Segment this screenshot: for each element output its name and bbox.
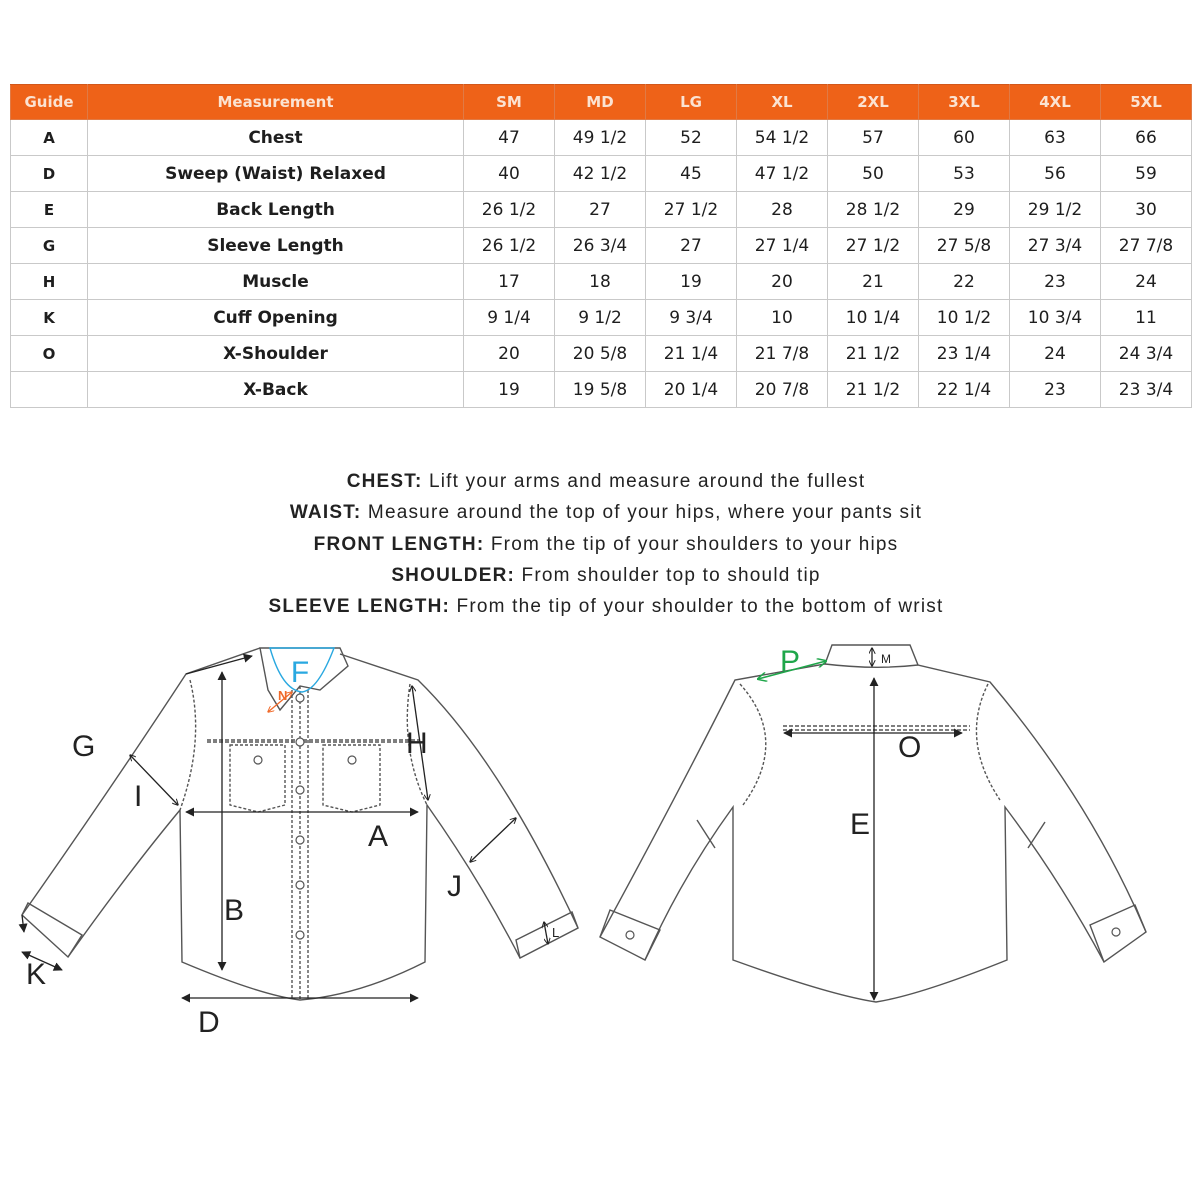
header-size-xl: XL bbox=[737, 85, 828, 120]
size-value-cell: 27 7/8 bbox=[1101, 228, 1192, 264]
shirt-measurement-diagram bbox=[0, 630, 1200, 1050]
guide-letter: H bbox=[11, 264, 88, 300]
size-value-cell: 54 1/2 bbox=[737, 120, 828, 156]
instruction-sleeve-length: SLEEVE LENGTH: From the tip of your shoulder to the bottom of wrist bbox=[268, 596, 944, 618]
table-row bbox=[11, 264, 1192, 300]
instruction-front-length: FRONT LENGTH: From the tip of your shoulders to your hips bbox=[313, 533, 899, 555]
size-value-cell: 28 bbox=[737, 192, 828, 228]
size-value-cell: 60 bbox=[919, 120, 1010, 156]
label-b: B bbox=[224, 894, 245, 927]
label-l: L bbox=[552, 925, 560, 940]
size-value-cell: 47 bbox=[464, 120, 555, 156]
size-value-cell: 20 bbox=[737, 264, 828, 300]
size-value-cell: 24 3/4 bbox=[1101, 336, 1192, 372]
table-row bbox=[11, 372, 1192, 408]
measurement-name: Back Length bbox=[88, 192, 464, 228]
guide-letter: K bbox=[11, 300, 88, 336]
table-row bbox=[11, 336, 1192, 372]
guide-letter: A bbox=[11, 120, 88, 156]
size-value-cell: 23 3/4 bbox=[1101, 372, 1192, 408]
size-value-cell: 27 bbox=[646, 228, 737, 264]
label-d: D bbox=[198, 1006, 220, 1039]
table-row bbox=[11, 192, 1192, 228]
label-p: P bbox=[780, 645, 801, 678]
header-size-5xl: 5XL bbox=[1101, 85, 1192, 120]
measurement-name: Sweep (Waist) Relaxed bbox=[88, 156, 464, 192]
label-a: A bbox=[368, 820, 389, 853]
label-j: J bbox=[447, 870, 462, 903]
table-row bbox=[11, 300, 1192, 336]
size-value-cell: 19 bbox=[646, 264, 737, 300]
label-g: G bbox=[72, 730, 96, 763]
size-value-cell: 21 7/8 bbox=[737, 336, 828, 372]
size-value-cell: 9 1/2 bbox=[555, 300, 646, 336]
size-value-cell: 26 1/2 bbox=[464, 228, 555, 264]
back-measurement-arrows bbox=[784, 648, 962, 1000]
label-o: O bbox=[898, 731, 922, 764]
measurement-name: Sleeve Length bbox=[88, 228, 464, 264]
size-value-cell: 9 3/4 bbox=[646, 300, 737, 336]
size-value-cell: 10 1/4 bbox=[828, 300, 919, 336]
size-value-cell: 49 1/2 bbox=[555, 120, 646, 156]
instruction-waist: WAIST: Measure around the top of your hips, where your pants sit bbox=[289, 502, 923, 524]
size-value-cell: 24 bbox=[1101, 264, 1192, 300]
size-value-cell: 20 7/8 bbox=[737, 372, 828, 408]
size-value-cell: 10 3/4 bbox=[1010, 300, 1101, 336]
table-row bbox=[11, 120, 1192, 156]
measurement-name: X-Back bbox=[88, 372, 464, 408]
size-value-cell: 11 bbox=[1101, 300, 1192, 336]
table-row bbox=[11, 156, 1192, 192]
front-shirt-buttons bbox=[254, 694, 356, 939]
size-value-cell: 53 bbox=[919, 156, 1010, 192]
size-value-cell: 23 bbox=[1010, 264, 1101, 300]
measurement-name: Chest bbox=[88, 120, 464, 156]
front-measurement-arrows bbox=[22, 656, 548, 998]
header-size-3xl: 3XL bbox=[919, 85, 1010, 120]
size-value-cell: 52 bbox=[646, 120, 737, 156]
size-value-cell: 42 1/2 bbox=[555, 156, 646, 192]
size-value-cell: 20 bbox=[464, 336, 555, 372]
label-k: K bbox=[26, 958, 47, 991]
size-value-cell: 63 bbox=[1010, 120, 1101, 156]
size-value-cell: 17 bbox=[464, 264, 555, 300]
size-value-cell: 47 1/2 bbox=[737, 156, 828, 192]
header-guide: Guide bbox=[11, 85, 88, 120]
header-size-lg: LG bbox=[646, 85, 737, 120]
size-value-cell: 26 1/2 bbox=[464, 192, 555, 228]
guide-letter bbox=[11, 372, 88, 408]
size-value-cell: 50 bbox=[828, 156, 919, 192]
size-value-cell: 27 5/8 bbox=[919, 228, 1010, 264]
table-header-row bbox=[11, 85, 1192, 120]
size-value-cell: 21 1/4 bbox=[646, 336, 737, 372]
size-value-cell: 57 bbox=[828, 120, 919, 156]
header-measurement: Measurement bbox=[88, 85, 464, 120]
size-value-cell: 27 1/2 bbox=[646, 192, 737, 228]
size-value-cell: 27 bbox=[555, 192, 646, 228]
size-value-cell: 9 1/4 bbox=[464, 300, 555, 336]
measurement-name: X-Shoulder bbox=[88, 336, 464, 372]
guide-letter: D bbox=[11, 156, 88, 192]
size-value-cell: 45 bbox=[646, 156, 737, 192]
header-size-sm: SM bbox=[464, 85, 555, 120]
header-size-md: MD bbox=[555, 85, 646, 120]
label-n: N bbox=[278, 688, 288, 703]
size-chart-table bbox=[10, 84, 1192, 408]
guide-letter: E bbox=[11, 192, 88, 228]
size-value-cell: 22 1/4 bbox=[919, 372, 1010, 408]
size-value-cell: 59 bbox=[1101, 156, 1192, 192]
label-i: I bbox=[134, 780, 143, 813]
size-value-cell: 10 bbox=[737, 300, 828, 336]
size-value-cell: 24 bbox=[1010, 336, 1101, 372]
size-value-cell: 29 1/2 bbox=[1010, 192, 1101, 228]
size-value-cell: 27 3/4 bbox=[1010, 228, 1101, 264]
size-value-cell: 40 bbox=[464, 156, 555, 192]
size-value-cell: 26 3/4 bbox=[555, 228, 646, 264]
measuring-instructions bbox=[0, 466, 1200, 622]
size-value-cell: 28 1/2 bbox=[828, 192, 919, 228]
size-value-cell: 20 1/4 bbox=[646, 372, 737, 408]
size-value-cell: 19 bbox=[464, 372, 555, 408]
label-e: E bbox=[850, 808, 871, 841]
size-value-cell: 21 bbox=[828, 264, 919, 300]
size-value-cell: 20 5/8 bbox=[555, 336, 646, 372]
size-value-cell: 18 bbox=[555, 264, 646, 300]
header-size-4xl: 4XL bbox=[1010, 85, 1101, 120]
measurement-name: Cuff Opening bbox=[88, 300, 464, 336]
measurement-name: Muscle bbox=[88, 264, 464, 300]
size-value-cell: 21 1/2 bbox=[828, 372, 919, 408]
size-value-cell: 30 bbox=[1101, 192, 1192, 228]
size-value-cell: 22 bbox=[919, 264, 1010, 300]
back-shirt-outline bbox=[600, 645, 1146, 1002]
guide-letter: G bbox=[11, 228, 88, 264]
instruction-shoulder: SHOULDER: From shoulder top to should tip bbox=[391, 564, 821, 586]
guide-letter: O bbox=[11, 336, 88, 372]
size-value-cell: 66 bbox=[1101, 120, 1192, 156]
back-shirt-cuff-buttons bbox=[626, 928, 1120, 939]
label-h: H bbox=[406, 727, 428, 760]
size-value-cell: 29 bbox=[919, 192, 1010, 228]
instruction-chest: CHEST: Lift your arms and measure around the fullest bbox=[346, 471, 866, 492]
size-value-cell: 27 1/4 bbox=[737, 228, 828, 264]
size-value-cell: 27 1/2 bbox=[828, 228, 919, 264]
label-f: F bbox=[290, 656, 310, 689]
size-value-cell: 56 bbox=[1010, 156, 1101, 192]
size-value-cell: 23 1/4 bbox=[919, 336, 1010, 372]
size-value-cell: 21 1/2 bbox=[828, 336, 919, 372]
header-size-2xl: 2XL bbox=[828, 85, 919, 120]
size-value-cell: 19 5/8 bbox=[555, 372, 646, 408]
label-m: M bbox=[881, 652, 891, 666]
table-row bbox=[11, 228, 1192, 264]
size-value-cell: 10 1/2 bbox=[919, 300, 1010, 336]
size-value-cell: 23 bbox=[1010, 372, 1101, 408]
